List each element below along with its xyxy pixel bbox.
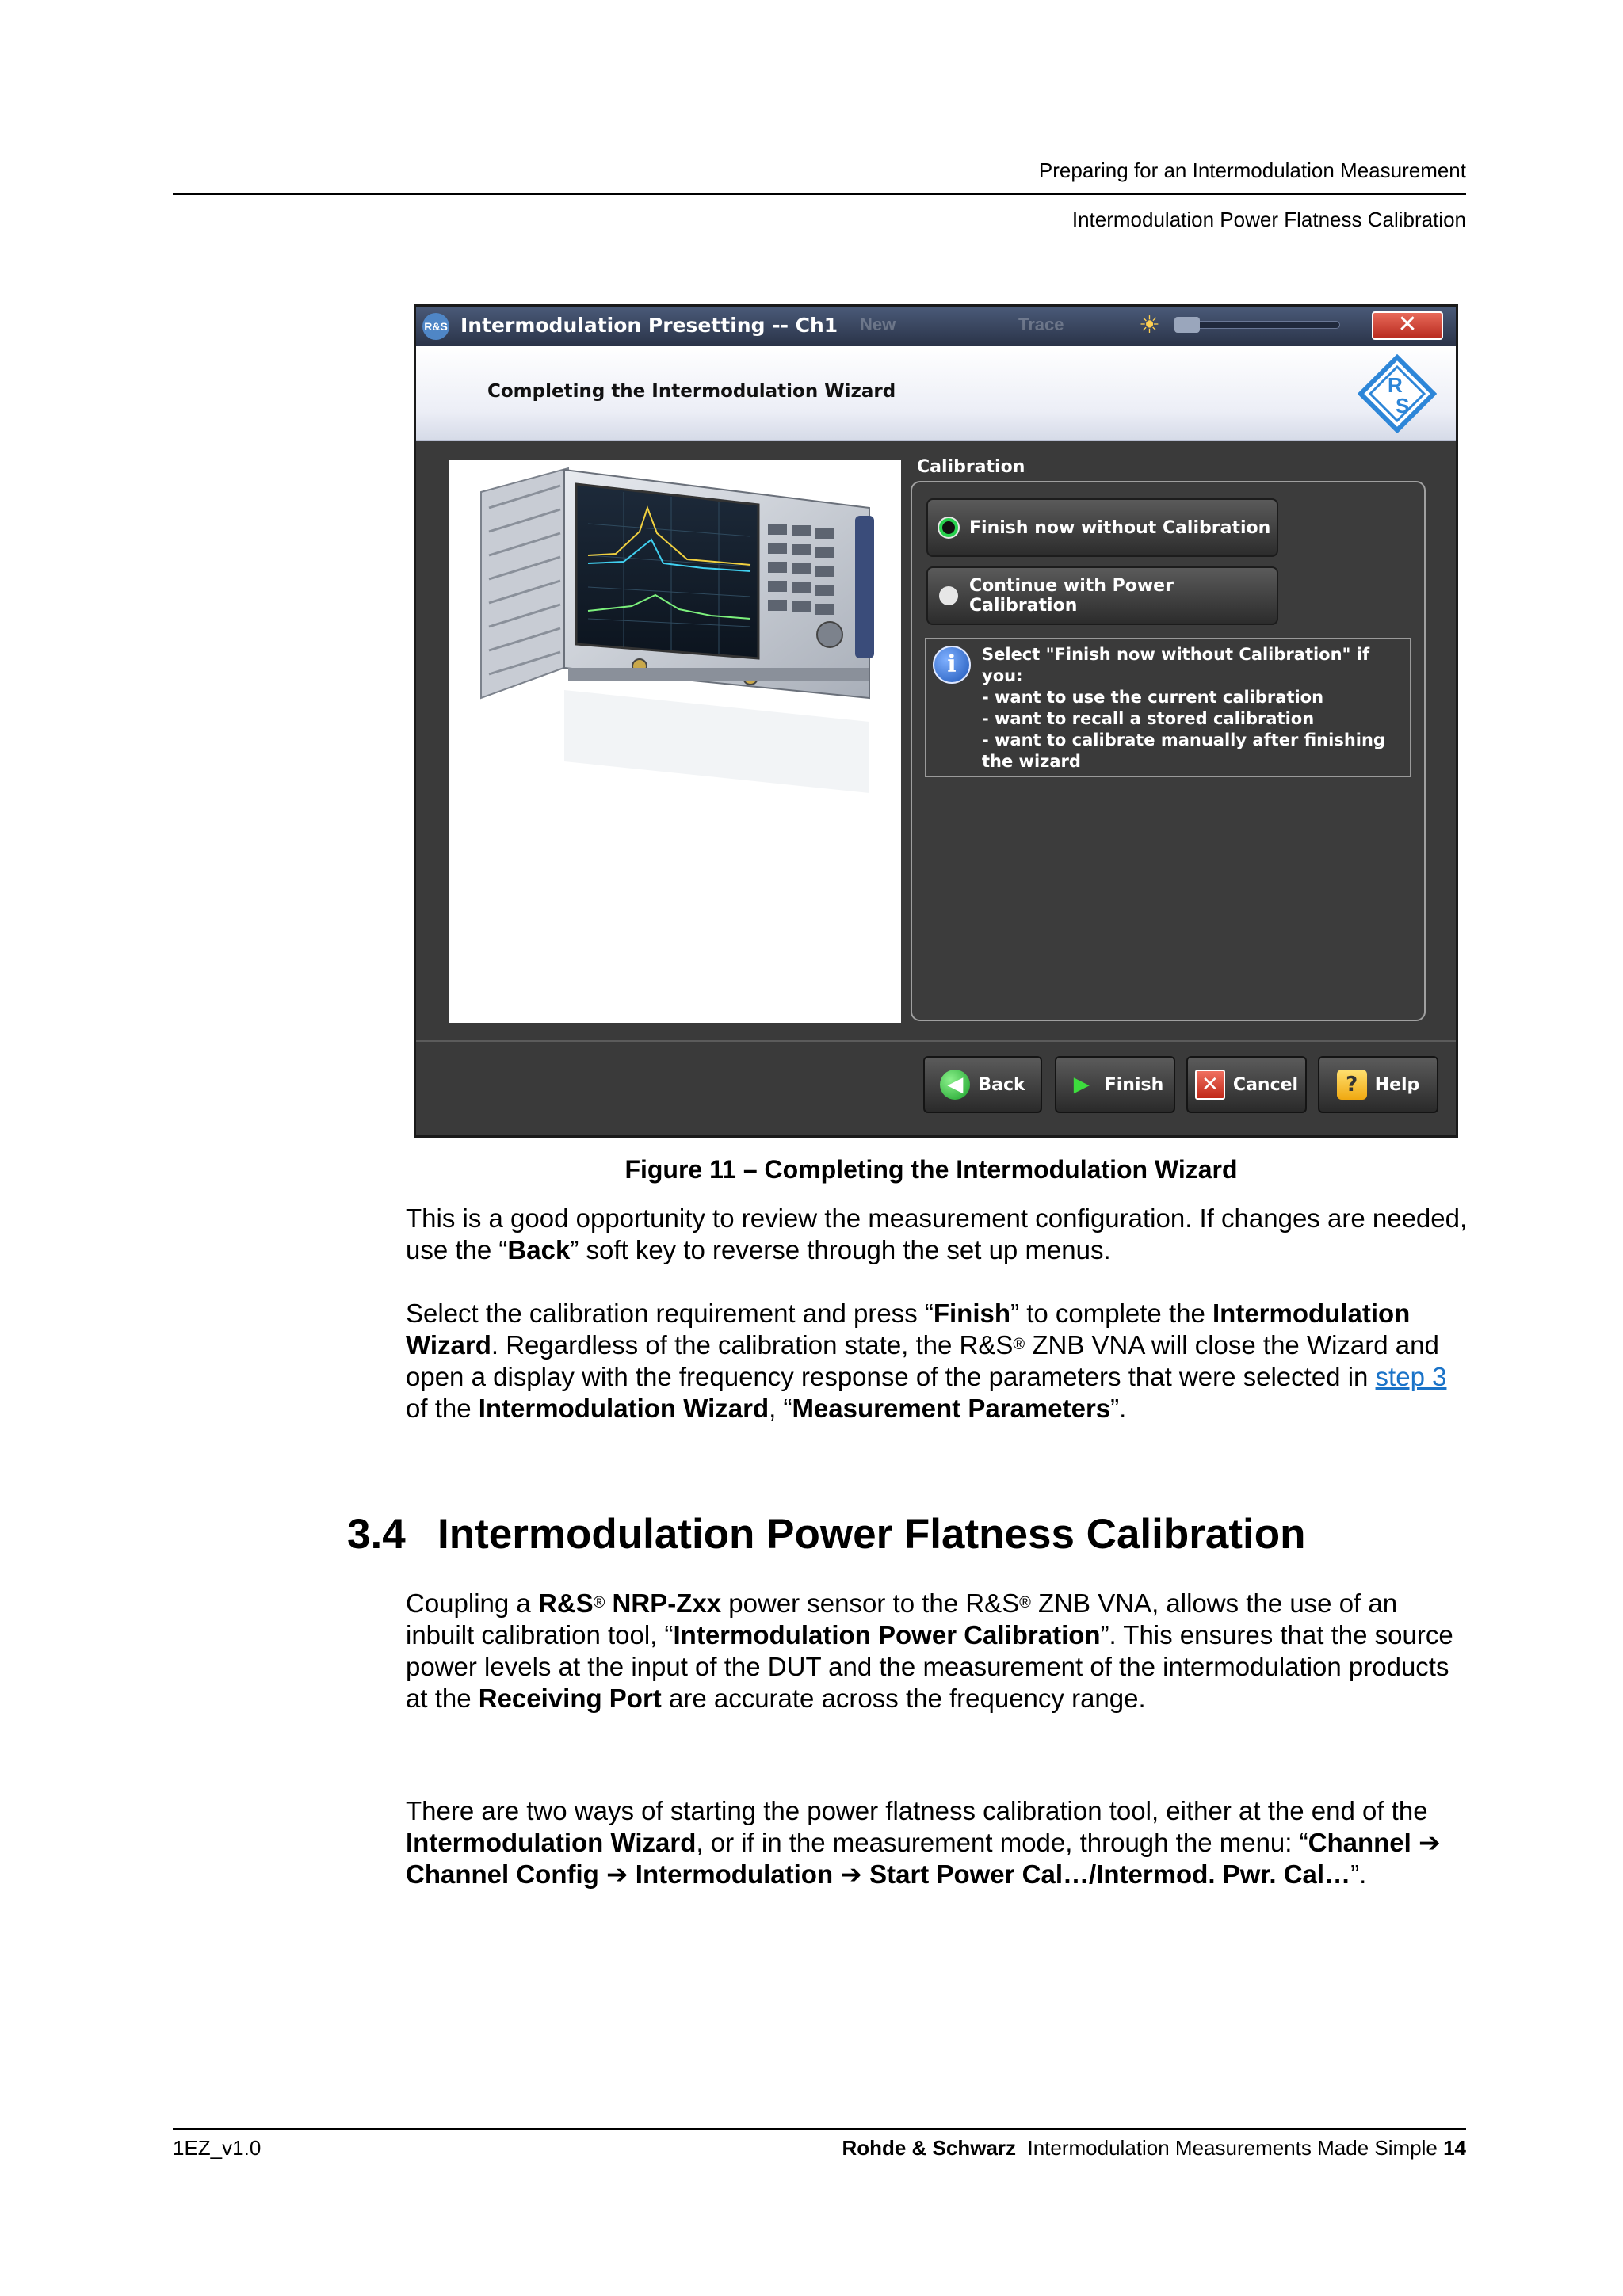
- wizard-banner: [416, 346, 1456, 441]
- registered-mark: ®: [1013, 1336, 1025, 1353]
- section-number: 3.4: [347, 1511, 406, 1558]
- radio-selected-icon[interactable]: [939, 518, 958, 537]
- text-bold: R&S: [537, 1589, 594, 1618]
- info-line: you:: [982, 666, 1023, 685]
- button-bar-divider: [416, 1040, 1456, 1042]
- close-x-icon: ✕: [1195, 1070, 1225, 1100]
- text: , or if in the measurement mode, through the menu: “: [696, 1828, 1308, 1857]
- info-icon: i: [933, 646, 971, 684]
- text: ” soft key to reverse through the set up menus.: [570, 1235, 1111, 1264]
- info-line: - want to recall a stored calibration: [982, 709, 1315, 728]
- wizard-screenshot: [414, 304, 1458, 1138]
- help-button[interactable]: [1318, 1056, 1438, 1113]
- menu-path: Channel ➔ Channel Config ➔ Intermodulation ➔ Start Power Cal…/Intermod. Pwr. Cal…: [406, 1828, 1441, 1889]
- background-ghost-label: Trace: [1018, 315, 1064, 334]
- paragraph-two-ways: [406, 1795, 1468, 1890]
- paragraph-select-calibration: [406, 1298, 1468, 1425]
- text-bold: Intermodulation Wizard: [406, 1299, 1411, 1360]
- text-bold: Intermodulation Wizard: [406, 1828, 697, 1857]
- rs-small-logo-icon: R&S: [422, 313, 449, 340]
- arrow-left-icon: ◀: [940, 1070, 970, 1100]
- text: ”. This ensures that the source power levels at the input of the DUT and the measurement of the intermodulation products at the: [406, 1620, 1453, 1713]
- footer-brand: Rohde & Schwarz: [842, 2136, 1017, 2160]
- calibration-group-label: Calibration: [917, 457, 1025, 477]
- running-header-chapter: Preparing for an Intermodulation Measurement: [1038, 158, 1466, 182]
- play-arrow-icon: ▶: [1073, 1073, 1090, 1097]
- footer-title: [842, 2136, 1466, 2161]
- paragraph-review: [406, 1203, 1468, 1266]
- text-bold: Measurement Parameters: [792, 1394, 1111, 1423]
- text-bold: Back: [507, 1235, 571, 1264]
- finish-button[interactable]: [1055, 1056, 1175, 1113]
- footer-doc-title: Intermodulation Measurements Made Simple: [1027, 2136, 1438, 2160]
- section-title: Intermodulation Power Flatness Calibration: [437, 1511, 1306, 1558]
- brightness-icon: ☀: [1139, 312, 1160, 338]
- info-line: Select "Finish now without Calibration" if: [982, 645, 1370, 664]
- continue-with-power-calibration-option[interactable]: [926, 566, 1278, 625]
- logo-letter-r: R: [1388, 373, 1403, 397]
- window-titlebar: [416, 307, 1456, 346]
- logo-letter-s: S: [1396, 394, 1410, 418]
- option-label: Continue with Power Calibration: [969, 576, 1174, 616]
- text-bold: Receiving Port: [478, 1684, 662, 1713]
- running-header-section: Intermodulation Power Flatness Calibration: [1071, 208, 1466, 231]
- text: Select the calibration requirement and press “: [406, 1299, 934, 1328]
- background-ghost-label: New: [860, 315, 896, 334]
- text: This is a good opportunity to review the measurement configuration. If changes are needed, use the “: [406, 1203, 1468, 1264]
- option-label: Finish now without Calibration: [969, 517, 1271, 538]
- wizard-title: Completing the Intermodulation Wizard: [487, 381, 896, 402]
- help-button-label: Help: [1374, 1074, 1420, 1095]
- text: There are two ways of starting the power flatness calibration tool, either at the end of the: [406, 1796, 1428, 1825]
- instrument-photo: [449, 460, 901, 1023]
- step-3-link[interactable]: step 3: [1375, 1362, 1447, 1391]
- text-bold: NRP-Zxx: [605, 1589, 722, 1618]
- radio-unselected-icon[interactable]: [939, 586, 958, 605]
- back-button[interactable]: [923, 1056, 1042, 1113]
- info-box: [925, 638, 1411, 777]
- text-bold: Intermodulation Wizard: [478, 1394, 769, 1423]
- info-text: [982, 644, 1402, 772]
- calibration-panel: [911, 481, 1426, 1021]
- close-button[interactable]: ✕: [1372, 311, 1443, 340]
- registered-mark: ®: [1019, 1594, 1031, 1611]
- text: power sensor to the R&S: [721, 1589, 1020, 1618]
- text: Coupling a: [406, 1589, 538, 1618]
- figure-caption: Figure 11 – Completing the Intermodulation Wizard: [624, 1155, 1238, 1184]
- info-line: - want to calibrate manually after finishing: [982, 730, 1385, 749]
- slider-handle[interactable]: [1174, 317, 1200, 333]
- page-number: 14: [1443, 2136, 1466, 2160]
- text: . Regardless of the calibration state, the R&S: [491, 1330, 1014, 1360]
- text: , “: [769, 1394, 792, 1423]
- rohde-schwarz-logo-icon: [1358, 354, 1437, 433]
- text: ZNB VNA, allows the use of an inbuilt calibration tool, “: [406, 1589, 1398, 1650]
- registered-mark: ®: [593, 1594, 605, 1611]
- info-line: the wizard: [982, 752, 1081, 771]
- cancel-button-label: Cancel: [1232, 1074, 1299, 1095]
- text: ” to complete the: [1010, 1299, 1212, 1328]
- footer-rule: [173, 2128, 1466, 2130]
- text: are accurate across the frequency range.: [661, 1684, 1146, 1713]
- cancel-button[interactable]: [1186, 1056, 1307, 1113]
- section-heading: [347, 1510, 1305, 1558]
- header-rule: [173, 193, 1466, 195]
- window-title: Intermodulation Presetting -- Ch1: [460, 314, 838, 337]
- text: ”.: [1350, 1859, 1367, 1889]
- text-bold: Finish: [933, 1299, 1011, 1328]
- vna-instrument-image: [449, 460, 901, 1023]
- paragraph-coupling: [406, 1588, 1468, 1714]
- brightness-slider[interactable]: [1174, 321, 1340, 329]
- help-question-icon: ?: [1337, 1070, 1367, 1100]
- back-button-label: Back: [978, 1074, 1025, 1095]
- info-line: - want to use the current calibration: [982, 688, 1324, 707]
- text: ”.: [1110, 1394, 1127, 1423]
- text-bold: Intermodulation Power Calibration: [673, 1620, 1101, 1650]
- text: of the: [406, 1394, 479, 1423]
- finish-button-label: Finish: [1104, 1074, 1164, 1095]
- document-id: 1EZ_v1.0: [173, 2136, 262, 2160]
- finish-without-calibration-option[interactable]: [926, 498, 1278, 557]
- text: ZNB VNA will close the Wizard and open a display with the frequency response of the parameters that were selected in: [406, 1330, 1439, 1391]
